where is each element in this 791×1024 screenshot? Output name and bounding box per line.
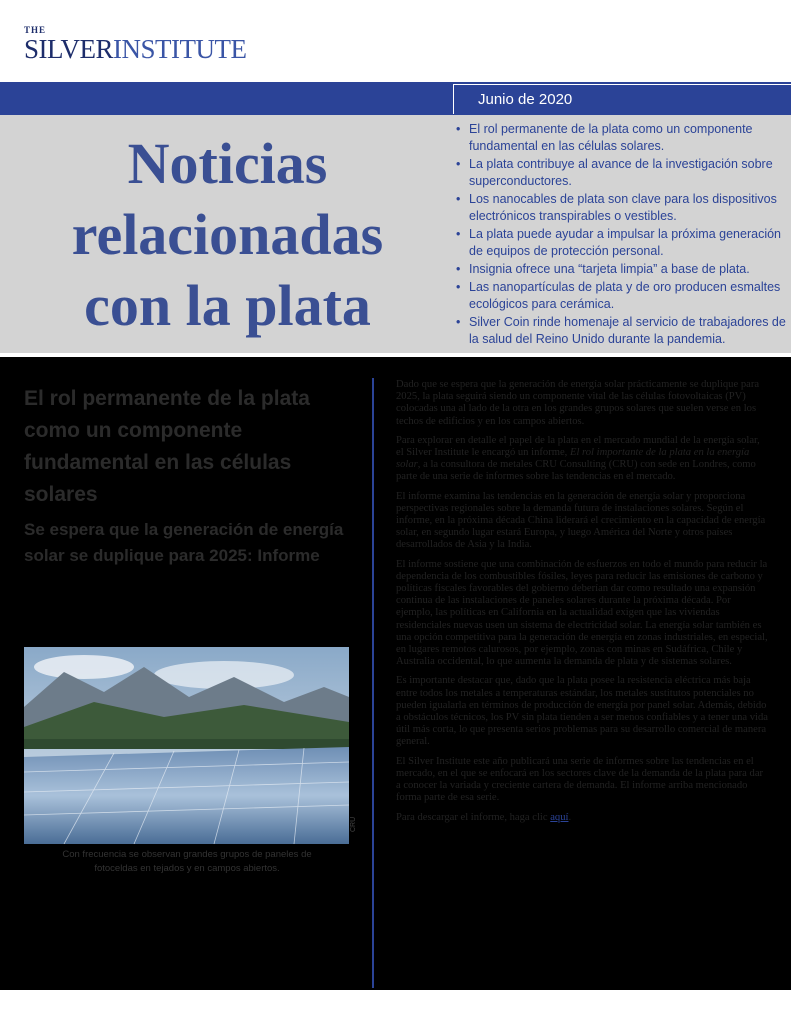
report-title: El rol importante de la plata en la energía solar bbox=[396, 447, 750, 471]
logo-institute: INSTITUTE bbox=[113, 34, 247, 64]
solar-panels-photo bbox=[24, 647, 349, 844]
paragraph: Dado que se espera que la generación de energía solar prácticamente se duplique para 2025, la plata seguirá siendo un componente vital de las células fotovoltaicas (PV) colocadas una al lado de la otra en los grandes grupos solares que suelen verse en los techos de edificios y en los campos abiertos. bbox=[396, 379, 760, 427]
headlines-list bbox=[452, 121, 791, 349]
date-band bbox=[453, 84, 791, 114]
column-divider bbox=[372, 378, 374, 988]
headline-item: • Las nanopartículas de plata y de oro producen esmaltes ecológicos para cerámica. bbox=[452, 279, 791, 313]
issue-date: Junio de 2020 bbox=[478, 91, 573, 108]
title-line-3: con la plata bbox=[84, 273, 371, 338]
paragraph: El Silver Institute este año publicará una serie de informes sobre las tendencias en el mercado, en el que se enfocará en los sectores clave de la demanda de la plata para dar a conocer la variada y creciente cartera de demanda. El informe arriba mencionado forma parte de esa serie. bbox=[396, 755, 764, 804]
paragraph: El informe examina las tendencias en la generación de energía solar y proporciona perspectivas regionales sobre la demanda futura de instalaciones solares. Según el informe, en la próxima década China liderará el crecimiento en la capacidad de energía solar, en segundo lugar estará Europa, y luego América del Norte y otros países desarrollados de Asia y la India. bbox=[396, 490, 766, 551]
title-line-1: Noticias bbox=[127, 131, 328, 196]
photo-caption: Con frecuencia se observan grandes grupos de paneles de fotoceldas en tejados y en campos abiertos. bbox=[62, 849, 312, 874]
headline-item: • Silver Coin rinde homenaje al servicio de trabajadores de la salud del Reino Unido durante la pandemia. bbox=[452, 314, 791, 348]
headline-item: • El rol permanente de la plata como un componente fundamental en las células solares. bbox=[452, 121, 791, 155]
title-line-2: relacionadas bbox=[71, 202, 384, 267]
paragraph: Para explorar en detalle el papel de la plata en el mercado mundial de la energía solar, el Silver Institute le encargó un informe, El rol importante de la plata en la energía solar, a la consultora de metales CRU Consulting (CRU) con sede en Londres, como parte de una serie de informes sobre las tendencias en el mercado. bbox=[396, 434, 760, 483]
headline-item: • Insignia ofrece una “tarjeta limpia” a base de plata. bbox=[452, 261, 791, 278]
paragraph: Para descargar el informe, haga clic aquí. bbox=[396, 811, 572, 823]
logo-silver: SILVER bbox=[24, 34, 114, 64]
paragraph: Es importante destacar que, dado que la plata posee la resistencia eléctrica más baja entre todos los metales a temperaturas estándar, los metales sustitutos potenciales no pueden igualarla en términos de producción de energía por panel solar. Además, debido a obstáculos técnicos, los PV sin plata tienden a ser menos confiables y a tener una vida útil más corta, lo que presenta serios problemas para su desarrollo comercial de manera general. bbox=[396, 675, 768, 748]
headline-item: • La plata contribuye al avance de la investigación sobre superconductores. bbox=[452, 156, 791, 190]
silver-institute-logo bbox=[24, 26, 247, 63]
headline-item: • Los nanocables de plata son clave para los dispositivos electrónicos transpirables o vestibles. bbox=[452, 191, 791, 225]
logo-the: THE bbox=[24, 25, 47, 35]
article-subtitle: Se espera que la generación de energía solar se duplique para 2025: Informe bbox=[24, 520, 344, 565]
article-title: El rol permanente de la plata como un componente fundamental en las células solares bbox=[24, 387, 310, 506]
headline-item: • La plata puede ayudar a impulsar la próxima generación de equipos de protección personal. bbox=[452, 226, 791, 260]
page-title bbox=[10, 128, 445, 341]
article-body bbox=[396, 379, 770, 831]
photo-credit: CRU bbox=[350, 816, 357, 832]
download-link[interactable]: aquí bbox=[550, 811, 569, 823]
paragraph: El informe sostiene que una combinación de esfuerzos en todo el mundo para reducir la dependencia de los combustibles fósiles, leyes para reducir las emisiones de carbono y políticas fiscales favorables del gobierno deberían dar como resultado una expansión continua de las instalaciones de paneles solares durante la próxima década. Por ejemplo, las políticas en California en la actualidad exigen que las viviendas residenciales nuevas usen un sistema de electricidad solar. La energía solar también es una opción competitiva para la generación de energía en zonas industriales, en especial, en lugares remotos calurosos, por ejemplo, zonas con minas en Sudáfrica, Chile y Australia occidental, lo que aumenta la demanda de plata y de sistemas solares. bbox=[396, 558, 768, 668]
